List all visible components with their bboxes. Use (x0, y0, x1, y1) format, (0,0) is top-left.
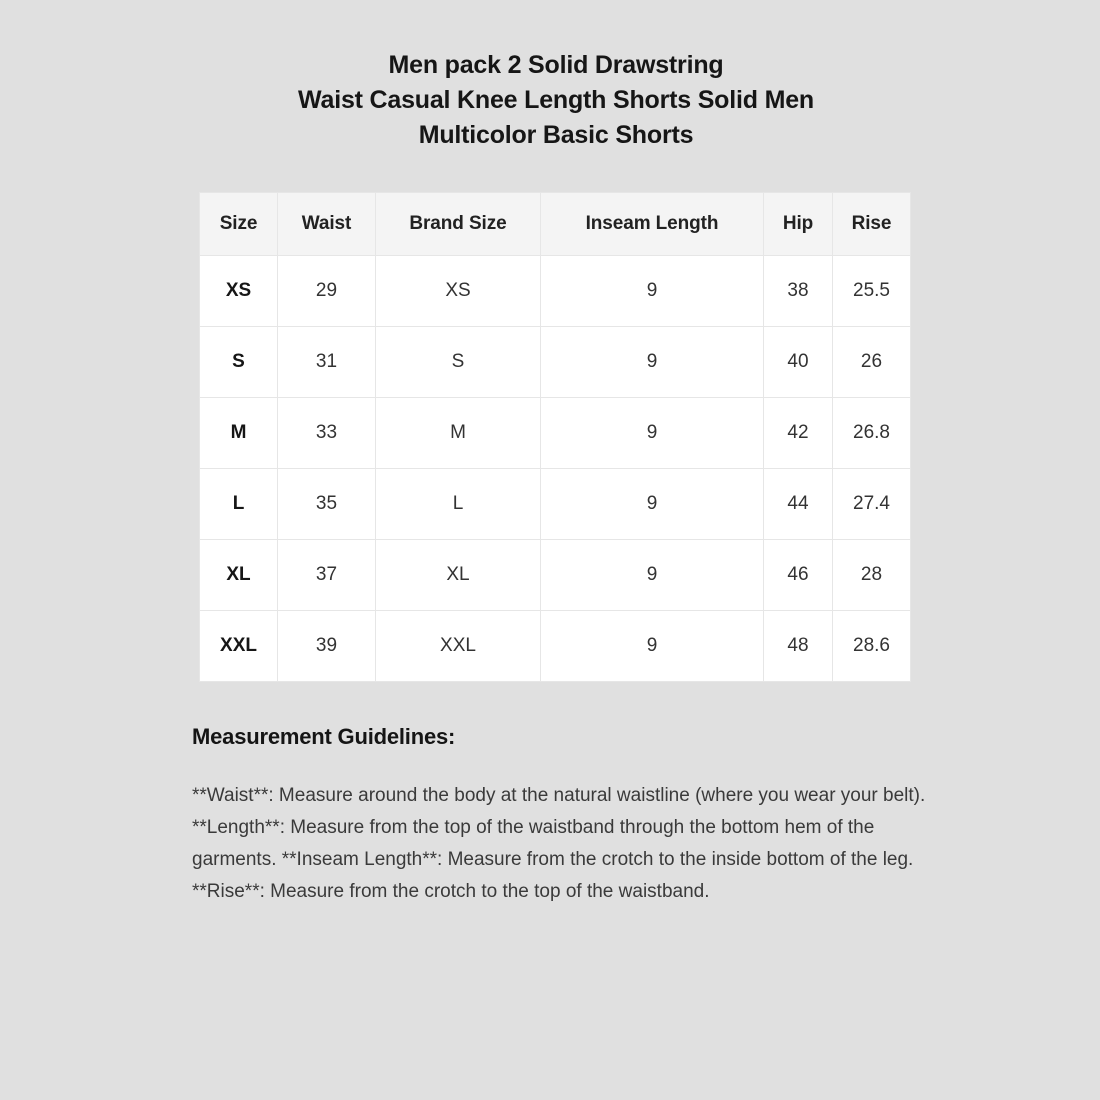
cell-hip: 42 (764, 398, 833, 469)
table-row (200, 611, 911, 682)
cell-inseam-length: 9 (541, 327, 764, 398)
column-header-inseam-length: Inseam Length (541, 193, 764, 256)
cell-hip: 38 (764, 256, 833, 327)
cell-waist: 39 (278, 611, 376, 682)
table-row (200, 469, 911, 540)
cell-size: L (200, 469, 278, 540)
cell-inseam-length: 9 (541, 256, 764, 327)
cell-brand-size: M (376, 398, 541, 469)
measurement-guidelines-body: **Waist**: Measure around the body at the natural waistline (where you wear your belt). **Length**: Measure from the top of the waistband through the bottom hem of the garments. **Inseam Length**: Measure from the crotch to the inside bottom of the leg. **Rise**: Measure from the crotch to the top of the waistband. (192, 785, 926, 902)
cell-rise: 26.8 (833, 398, 911, 469)
size-chart-table-container (199, 192, 910, 682)
cell-brand-size: S (376, 327, 541, 398)
size-chart-table (199, 192, 911, 682)
cell-rise: 26 (833, 327, 911, 398)
cell-brand-size: XS (376, 256, 541, 327)
cell-inseam-length: 9 (541, 540, 764, 611)
product-title-line-1: Men pack 2 Solid Drawstring (388, 51, 724, 79)
table-row (200, 398, 911, 469)
cell-hip: 46 (764, 540, 833, 611)
cell-brand-size: XXL (376, 611, 541, 682)
cell-rise: 27.4 (833, 469, 911, 540)
cell-waist: 37 (278, 540, 376, 611)
cell-size: M (200, 398, 278, 469)
table-header-row (200, 193, 911, 256)
column-header-size: Size (200, 193, 278, 256)
cell-rise: 28.6 (833, 611, 911, 682)
cell-inseam-length: 9 (541, 611, 764, 682)
cell-hip: 40 (764, 327, 833, 398)
cell-brand-size: L (376, 469, 541, 540)
cell-waist: 33 (278, 398, 376, 469)
cell-inseam-length: 9 (541, 398, 764, 469)
cell-waist: 31 (278, 327, 376, 398)
cell-inseam-length: 9 (541, 469, 764, 540)
measurement-guidelines-section (192, 724, 928, 908)
cell-waist: 29 (278, 256, 376, 327)
table-row (200, 327, 911, 398)
column-header-brand-size: Brand Size (376, 193, 541, 256)
cell-rise: 25.5 (833, 256, 911, 327)
cell-size: XS (200, 256, 278, 327)
cell-size: S (200, 327, 278, 398)
column-header-rise: Rise (833, 193, 911, 256)
cell-waist: 35 (278, 469, 376, 540)
column-header-waist: Waist (278, 193, 376, 256)
product-title (192, 48, 920, 153)
cell-size: XL (200, 540, 278, 611)
cell-hip: 44 (764, 469, 833, 540)
table-row (200, 540, 911, 611)
cell-rise: 28 (833, 540, 911, 611)
cell-brand-size: XL (376, 540, 541, 611)
cell-size: XXL (200, 611, 278, 682)
measurement-guidelines-heading: Measurement Guidelines: (192, 724, 456, 749)
cell-hip: 48 (764, 611, 833, 682)
table-row (200, 256, 911, 327)
product-title-line-3: Multicolor Basic Shorts (418, 121, 694, 149)
product-title-line-2: Waist Casual Knee Length Shorts Solid Men (298, 86, 814, 114)
column-header-hip: Hip (764, 193, 833, 256)
